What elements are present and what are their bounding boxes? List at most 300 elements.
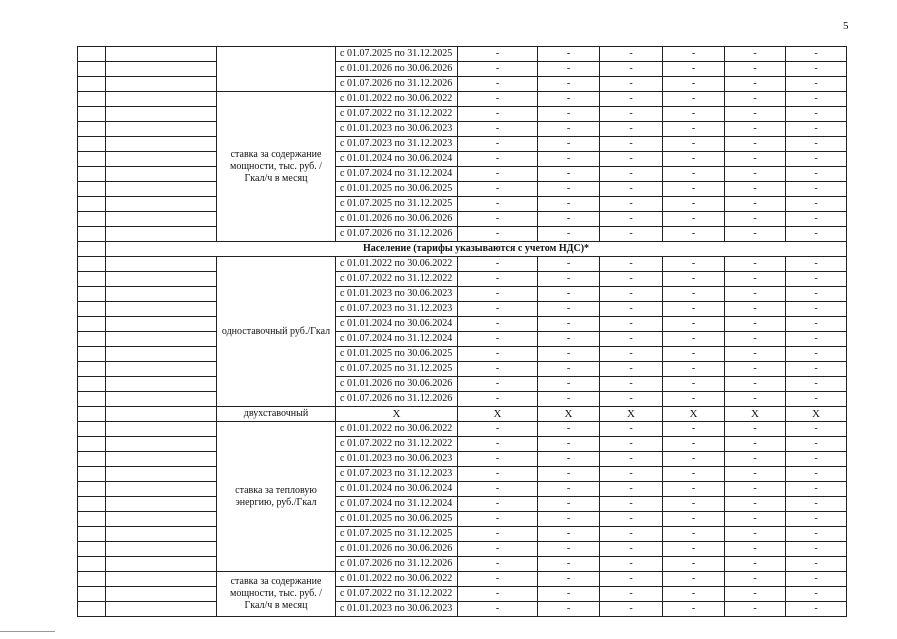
value-cell: - bbox=[663, 452, 725, 467]
value-cell: - bbox=[538, 77, 600, 92]
value-cell: - bbox=[786, 497, 847, 512]
value-cell: - bbox=[600, 302, 663, 317]
value-cell: - bbox=[663, 47, 725, 62]
value-cell: - bbox=[458, 212, 538, 227]
value-cell: - bbox=[458, 107, 538, 122]
value-cell: - bbox=[663, 587, 725, 602]
row-number-cell bbox=[78, 497, 106, 512]
value-cell: - bbox=[663, 437, 725, 452]
value-cell: - bbox=[786, 437, 847, 452]
indicator-cell bbox=[106, 602, 217, 617]
value-cell: - bbox=[538, 227, 600, 242]
value-cell: - bbox=[663, 602, 725, 617]
table-row bbox=[78, 512, 847, 527]
value-cell: - bbox=[663, 227, 725, 242]
value-cell: - bbox=[725, 527, 786, 542]
table-row bbox=[78, 167, 847, 182]
period-cell: с 01.01.2022 по 30.06.2022 bbox=[336, 572, 458, 587]
period-cell: с 01.01.2026 по 30.06.2026 bbox=[336, 212, 458, 227]
table-row bbox=[78, 92, 847, 107]
value-cell: - bbox=[663, 527, 725, 542]
period-cell: с 01.01.2024 по 30.06.2024 bbox=[336, 317, 458, 332]
value-cell: - bbox=[663, 347, 725, 362]
value-cell: - bbox=[786, 257, 847, 272]
value-cell: - bbox=[538, 587, 600, 602]
row-number-cell bbox=[78, 407, 106, 422]
value-cell: - bbox=[786, 602, 847, 617]
value-cell: - bbox=[600, 527, 663, 542]
table-row bbox=[78, 47, 847, 62]
value-cell: - bbox=[538, 182, 600, 197]
value-cell: - bbox=[458, 347, 538, 362]
table-row bbox=[78, 317, 847, 332]
value-cell: - bbox=[458, 137, 538, 152]
table-row bbox=[78, 482, 847, 497]
table-row bbox=[78, 227, 847, 242]
period-cell: с 01.01.2025 по 30.06.2025 bbox=[336, 347, 458, 362]
value-cell: - bbox=[458, 602, 538, 617]
value-cell: - bbox=[786, 107, 847, 122]
value-cell: - bbox=[538, 497, 600, 512]
value-cell: - bbox=[725, 197, 786, 212]
value-cell: - bbox=[725, 362, 786, 377]
table-row bbox=[78, 347, 847, 362]
row-number-cell bbox=[78, 317, 106, 332]
value-cell: - bbox=[600, 62, 663, 77]
indicator-cell bbox=[106, 92, 217, 107]
row-number-cell bbox=[78, 257, 106, 272]
value-cell: - bbox=[725, 227, 786, 242]
value-cell: - bbox=[725, 302, 786, 317]
value-cell: - bbox=[538, 92, 600, 107]
value-cell: - bbox=[600, 167, 663, 182]
value-cell: - bbox=[786, 467, 847, 482]
value-cell: - bbox=[538, 512, 600, 527]
value-cell: - bbox=[538, 317, 600, 332]
value-cell: - bbox=[663, 497, 725, 512]
indicator-cell bbox=[106, 572, 217, 587]
table-row bbox=[78, 572, 847, 587]
value-cell: - bbox=[725, 257, 786, 272]
table-row bbox=[78, 377, 847, 392]
value-cell: - bbox=[663, 362, 725, 377]
value-cell: - bbox=[663, 377, 725, 392]
value-cell: - bbox=[600, 437, 663, 452]
value-cell: - bbox=[458, 317, 538, 332]
table-row bbox=[78, 257, 847, 272]
value-cell: - bbox=[600, 287, 663, 302]
row-number-cell bbox=[78, 482, 106, 497]
value-cell: - bbox=[600, 362, 663, 377]
period-cell: с 01.01.2024 по 30.06.2024 bbox=[336, 482, 458, 497]
value-cell: X bbox=[786, 407, 847, 422]
value-cell: - bbox=[458, 122, 538, 137]
rate-type-label: ставка за содержание мощности, тыс. руб. /Гкал/ч в месяц bbox=[217, 92, 336, 242]
value-cell: - bbox=[786, 392, 847, 407]
value-cell: X bbox=[725, 407, 786, 422]
value-cell: - bbox=[663, 542, 725, 557]
value-cell: - bbox=[725, 182, 786, 197]
value-cell: - bbox=[458, 287, 538, 302]
value-cell: - bbox=[663, 512, 725, 527]
value-cell: - bbox=[786, 512, 847, 527]
value-cell: - bbox=[538, 197, 600, 212]
table-row bbox=[78, 362, 847, 377]
value-cell: - bbox=[538, 137, 600, 152]
value-cell: - bbox=[786, 527, 847, 542]
period-cell: с 01.07.2026 по 31.12.2026 bbox=[336, 77, 458, 92]
value-cell: - bbox=[725, 332, 786, 347]
table-row bbox=[78, 527, 847, 542]
value-cell: - bbox=[725, 122, 786, 137]
value-cell: - bbox=[725, 92, 786, 107]
value-cell: - bbox=[725, 272, 786, 287]
value-cell: - bbox=[538, 167, 600, 182]
value-cell: - bbox=[538, 437, 600, 452]
tariff-table bbox=[77, 46, 847, 617]
table-row bbox=[78, 272, 847, 287]
value-cell: - bbox=[538, 527, 600, 542]
value-cell: - bbox=[458, 332, 538, 347]
value-cell: - bbox=[458, 377, 538, 392]
indicator-cell bbox=[106, 452, 217, 467]
rate-type-label: двухставочный bbox=[217, 407, 336, 422]
value-cell: - bbox=[663, 302, 725, 317]
value-cell: - bbox=[725, 542, 786, 557]
indicator-cell bbox=[106, 107, 217, 122]
indicator-cell bbox=[106, 302, 217, 317]
value-cell: - bbox=[786, 362, 847, 377]
row-number-cell bbox=[78, 242, 106, 257]
row-number-cell bbox=[78, 377, 106, 392]
value-cell: - bbox=[786, 62, 847, 77]
row-number-cell bbox=[78, 587, 106, 602]
value-cell: - bbox=[600, 92, 663, 107]
indicator-cell bbox=[106, 332, 217, 347]
value-cell: - bbox=[600, 452, 663, 467]
row-number-cell bbox=[78, 422, 106, 437]
row-number-cell bbox=[78, 287, 106, 302]
indicator-cell bbox=[106, 77, 217, 92]
period-cell: с 01.01.2025 по 30.06.2025 bbox=[336, 182, 458, 197]
indicator-cell bbox=[106, 62, 217, 77]
value-cell: - bbox=[600, 572, 663, 587]
row-number-cell bbox=[78, 197, 106, 212]
value-cell: - bbox=[663, 152, 725, 167]
value-cell: - bbox=[458, 152, 538, 167]
row-number-cell bbox=[78, 452, 106, 467]
value-cell: - bbox=[600, 332, 663, 347]
indicator-cell bbox=[106, 182, 217, 197]
value-cell: - bbox=[725, 392, 786, 407]
value-cell: - bbox=[600, 497, 663, 512]
period-cell: с 01.01.2022 по 30.06.2022 bbox=[336, 257, 458, 272]
value-cell: - bbox=[600, 482, 663, 497]
value-cell: - bbox=[663, 482, 725, 497]
indicator-cell bbox=[106, 317, 217, 332]
value-cell: - bbox=[458, 77, 538, 92]
table-row bbox=[78, 407, 847, 422]
value-cell: - bbox=[458, 572, 538, 587]
table-row bbox=[78, 602, 847, 617]
period-cell: с 01.01.2025 по 30.06.2025 bbox=[336, 512, 458, 527]
value-cell: - bbox=[663, 392, 725, 407]
row-number-cell bbox=[78, 392, 106, 407]
table-row bbox=[78, 152, 847, 167]
value-cell: - bbox=[786, 152, 847, 167]
value-cell: - bbox=[725, 587, 786, 602]
value-cell: - bbox=[725, 422, 786, 437]
value-cell: - bbox=[538, 467, 600, 482]
table-row bbox=[78, 77, 847, 92]
period-cell: с 01.07.2025 по 31.12.2025 bbox=[336, 197, 458, 212]
row-number-cell bbox=[78, 512, 106, 527]
period-cell: с 01.01.2022 по 30.06.2022 bbox=[336, 92, 458, 107]
period-cell: с 01.01.2024 по 30.06.2024 bbox=[336, 152, 458, 167]
value-cell: - bbox=[786, 167, 847, 182]
table-row bbox=[78, 422, 847, 437]
value-cell: - bbox=[458, 92, 538, 107]
value-cell: - bbox=[600, 257, 663, 272]
value-cell: - bbox=[458, 542, 538, 557]
period-cell: с 01.01.2026 по 30.06.2026 bbox=[336, 542, 458, 557]
value-cell: - bbox=[663, 572, 725, 587]
value-cell: - bbox=[663, 122, 725, 137]
value-cell: X bbox=[538, 407, 600, 422]
table-row bbox=[78, 62, 847, 77]
period-cell: с 01.07.2024 по 31.12.2024 bbox=[336, 497, 458, 512]
value-cell: - bbox=[725, 152, 786, 167]
indicator-cell bbox=[106, 482, 217, 497]
value-cell: - bbox=[663, 137, 725, 152]
value-cell: - bbox=[786, 452, 847, 467]
value-cell: - bbox=[725, 107, 786, 122]
value-cell: - bbox=[663, 557, 725, 572]
rate-type-label bbox=[217, 47, 336, 92]
value-cell: - bbox=[538, 557, 600, 572]
period-cell: с 01.01.2023 по 30.06.2023 bbox=[336, 452, 458, 467]
indicator-cell bbox=[106, 392, 217, 407]
value-cell: - bbox=[600, 47, 663, 62]
value-cell: - bbox=[786, 557, 847, 572]
value-cell: - bbox=[725, 167, 786, 182]
value-cell: - bbox=[458, 197, 538, 212]
indicator-cell bbox=[106, 377, 217, 392]
value-cell: - bbox=[458, 167, 538, 182]
value-cell: - bbox=[663, 317, 725, 332]
value-cell: - bbox=[538, 482, 600, 497]
value-cell: - bbox=[786, 347, 847, 362]
row-number-cell bbox=[78, 77, 106, 92]
value-cell: - bbox=[725, 602, 786, 617]
row-number-cell bbox=[78, 437, 106, 452]
value-cell: - bbox=[458, 437, 538, 452]
table-row bbox=[78, 182, 847, 197]
value-cell: - bbox=[538, 572, 600, 587]
value-cell: - bbox=[725, 377, 786, 392]
indicator-cell bbox=[106, 467, 217, 482]
value-cell: - bbox=[458, 227, 538, 242]
value-cell: - bbox=[600, 557, 663, 572]
scan-edge-line bbox=[0, 631, 55, 632]
row-number-cell bbox=[78, 62, 106, 77]
value-cell: - bbox=[663, 62, 725, 77]
table-body bbox=[78, 47, 847, 617]
period-cell: с 01.07.2022 по 31.12.2022 bbox=[336, 107, 458, 122]
period-cell: с 01.01.2023 по 30.06.2023 bbox=[336, 602, 458, 617]
indicator-cell bbox=[106, 122, 217, 137]
value-cell: - bbox=[725, 497, 786, 512]
value-cell: - bbox=[725, 317, 786, 332]
value-cell: X bbox=[600, 407, 663, 422]
period-cell: с 01.07.2022 по 31.12.2022 bbox=[336, 587, 458, 602]
indicator-cell bbox=[106, 347, 217, 362]
value-cell: - bbox=[663, 257, 725, 272]
value-cell: - bbox=[725, 77, 786, 92]
value-cell: - bbox=[458, 557, 538, 572]
value-cell: - bbox=[458, 362, 538, 377]
value-cell: - bbox=[786, 422, 847, 437]
value-cell: - bbox=[458, 527, 538, 542]
page-number: 5 bbox=[843, 20, 849, 32]
row-number-cell bbox=[78, 557, 106, 572]
value-cell: - bbox=[538, 212, 600, 227]
section-header: Население (тарифы указываются с учетом НДС)* bbox=[106, 242, 847, 257]
value-cell: - bbox=[458, 497, 538, 512]
value-cell: - bbox=[786, 122, 847, 137]
value-cell: - bbox=[538, 602, 600, 617]
period-cell: с 01.07.2024 по 31.12.2024 bbox=[336, 167, 458, 182]
value-cell: - bbox=[786, 572, 847, 587]
value-cell: - bbox=[600, 122, 663, 137]
table-row bbox=[78, 467, 847, 482]
value-cell: - bbox=[725, 557, 786, 572]
table-row bbox=[78, 302, 847, 317]
indicator-cell bbox=[106, 152, 217, 167]
table-row bbox=[78, 392, 847, 407]
value-cell: - bbox=[458, 182, 538, 197]
value-cell: - bbox=[663, 197, 725, 212]
value-cell: - bbox=[538, 302, 600, 317]
value-cell: - bbox=[538, 122, 600, 137]
period-cell: X bbox=[336, 407, 458, 422]
value-cell: - bbox=[538, 287, 600, 302]
value-cell: - bbox=[725, 482, 786, 497]
period-cell: с 01.07.2022 по 31.12.2022 bbox=[336, 272, 458, 287]
indicator-cell bbox=[106, 47, 217, 62]
value-cell: - bbox=[538, 47, 600, 62]
row-number-cell bbox=[78, 572, 106, 587]
value-cell: - bbox=[600, 107, 663, 122]
value-cell: - bbox=[538, 347, 600, 362]
row-number-cell bbox=[78, 467, 106, 482]
value-cell: - bbox=[786, 482, 847, 497]
row-number-cell bbox=[78, 362, 106, 377]
period-cell: с 01.07.2025 по 31.12.2025 bbox=[336, 527, 458, 542]
value-cell: - bbox=[786, 137, 847, 152]
period-cell: с 01.07.2023 по 31.12.2023 bbox=[336, 302, 458, 317]
row-number-cell bbox=[78, 227, 106, 242]
value-cell: - bbox=[786, 182, 847, 197]
period-cell: с 01.01.2022 по 30.06.2022 bbox=[336, 422, 458, 437]
value-cell: - bbox=[786, 272, 847, 287]
value-cell: - bbox=[600, 272, 663, 287]
value-cell: - bbox=[458, 422, 538, 437]
value-cell: - bbox=[458, 482, 538, 497]
value-cell: - bbox=[538, 62, 600, 77]
value-cell: - bbox=[663, 107, 725, 122]
indicator-cell bbox=[106, 527, 217, 542]
row-number-cell bbox=[78, 182, 106, 197]
indicator-cell bbox=[106, 437, 217, 452]
value-cell: - bbox=[725, 512, 786, 527]
value-cell: - bbox=[786, 47, 847, 62]
value-cell: - bbox=[458, 587, 538, 602]
value-cell: - bbox=[786, 227, 847, 242]
period-cell: с 01.07.2025 по 31.12.2025 bbox=[336, 47, 458, 62]
indicator-cell bbox=[106, 257, 217, 272]
value-cell: - bbox=[458, 467, 538, 482]
table-row bbox=[78, 452, 847, 467]
row-number-cell bbox=[78, 527, 106, 542]
table-row bbox=[78, 587, 847, 602]
indicator-cell bbox=[106, 362, 217, 377]
value-cell: - bbox=[600, 347, 663, 362]
value-cell: - bbox=[600, 212, 663, 227]
period-cell: с 01.07.2024 по 31.12.2024 bbox=[336, 332, 458, 347]
period-cell: с 01.07.2023 по 31.12.2023 bbox=[336, 467, 458, 482]
table-row bbox=[78, 137, 847, 152]
row-number-cell bbox=[78, 347, 106, 362]
value-cell: - bbox=[458, 272, 538, 287]
indicator-cell bbox=[106, 137, 217, 152]
value-cell: - bbox=[786, 212, 847, 227]
value-cell: - bbox=[725, 467, 786, 482]
value-cell: - bbox=[458, 257, 538, 272]
value-cell: - bbox=[663, 422, 725, 437]
indicator-cell bbox=[106, 542, 217, 557]
value-cell: - bbox=[538, 392, 600, 407]
value-cell: - bbox=[600, 377, 663, 392]
value-cell: - bbox=[600, 77, 663, 92]
value-cell: - bbox=[663, 467, 725, 482]
value-cell: - bbox=[538, 107, 600, 122]
value-cell: - bbox=[600, 392, 663, 407]
indicator-cell bbox=[106, 287, 217, 302]
value-cell: - bbox=[786, 317, 847, 332]
value-cell: - bbox=[663, 92, 725, 107]
row-number-cell bbox=[78, 152, 106, 167]
value-cell: - bbox=[538, 272, 600, 287]
value-cell: - bbox=[458, 452, 538, 467]
value-cell: X bbox=[663, 407, 725, 422]
indicator-cell bbox=[106, 422, 217, 437]
value-cell: - bbox=[725, 572, 786, 587]
row-number-cell bbox=[78, 92, 106, 107]
table-row bbox=[78, 122, 847, 137]
row-number-cell bbox=[78, 302, 106, 317]
value-cell: - bbox=[458, 62, 538, 77]
period-cell: с 01.01.2023 по 30.06.2023 bbox=[336, 122, 458, 137]
value-cell: - bbox=[786, 587, 847, 602]
value-cell: - bbox=[786, 542, 847, 557]
value-cell: - bbox=[786, 287, 847, 302]
value-cell: - bbox=[538, 452, 600, 467]
period-cell: с 01.01.2026 по 30.06.2026 bbox=[336, 377, 458, 392]
value-cell: - bbox=[458, 512, 538, 527]
indicator-cell bbox=[106, 272, 217, 287]
value-cell: - bbox=[725, 212, 786, 227]
